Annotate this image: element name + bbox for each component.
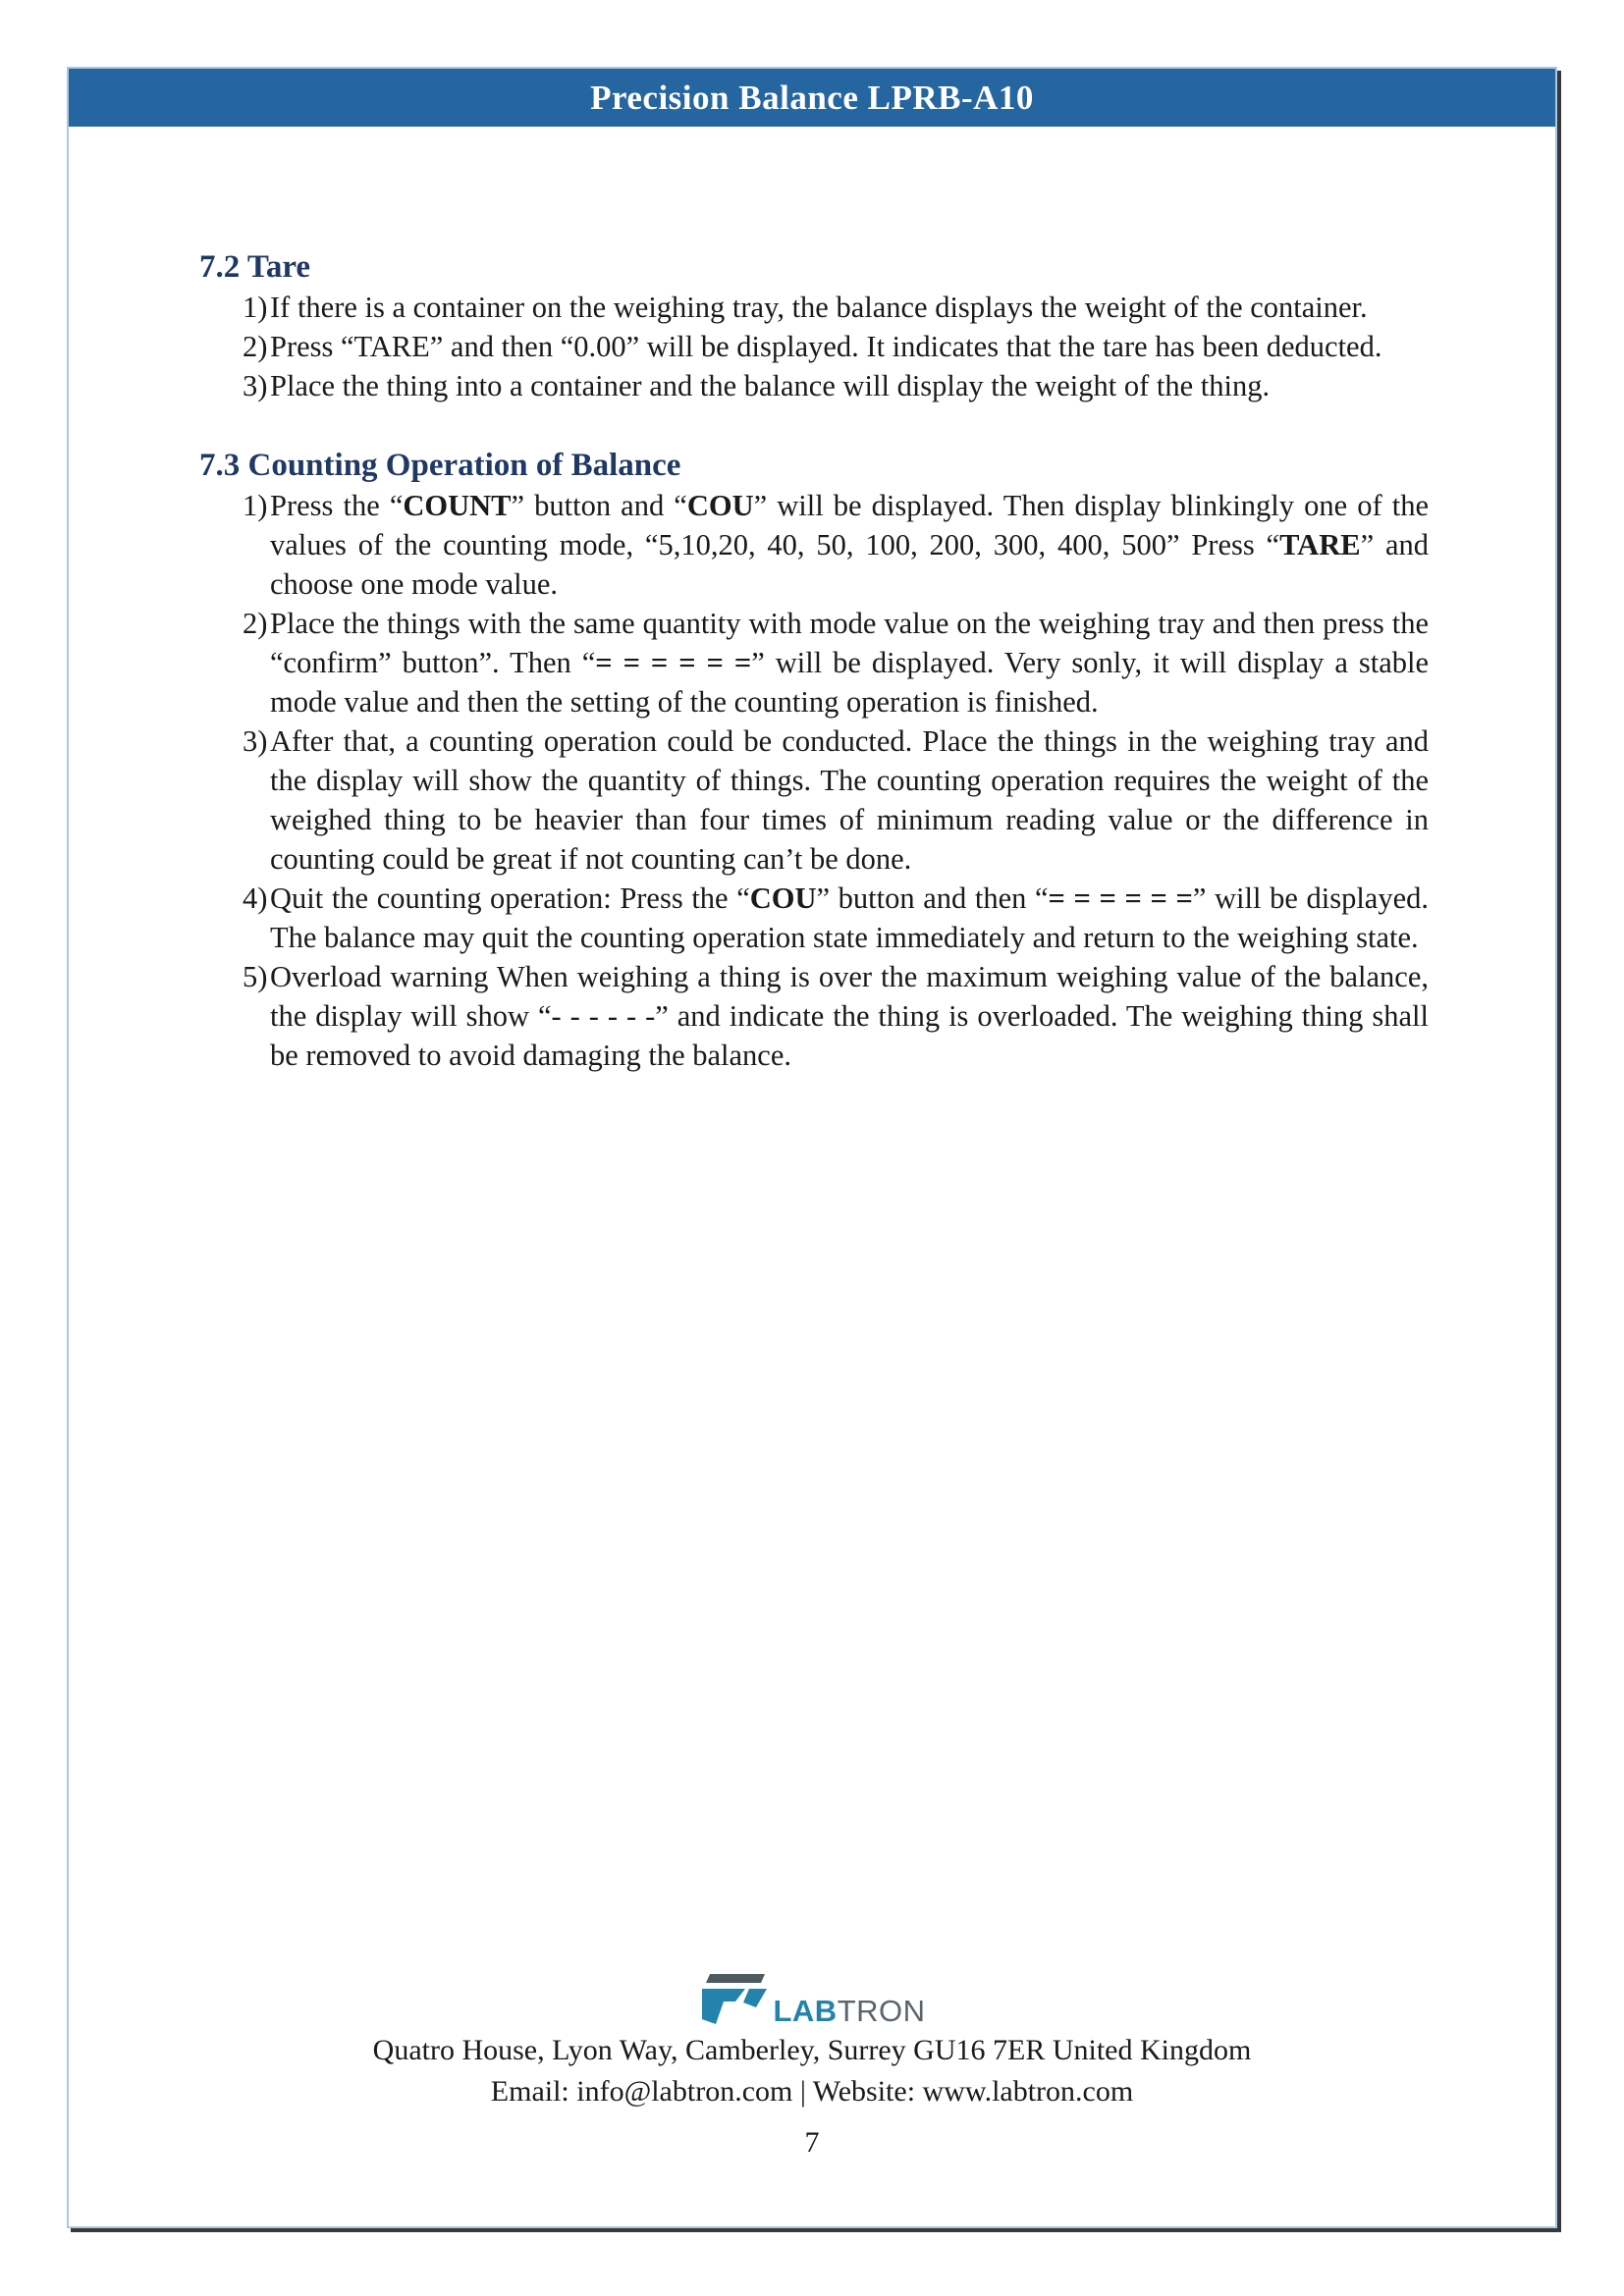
logo-text-lab: LAB: [773, 1994, 838, 2028]
list-item: [199, 879, 1429, 957]
list-item-text: Place the thing into a container and the balance will display the weight of the thing.: [270, 369, 1271, 402]
list-item-text: After that, a counting operation could be conducted. Place the things in the weighing tray and the display will show the quantity of things. The counting operation requires the weight of the weighed thing to be heavier than four times of minimum reading value or the difference in counting could be great if not counting can’t be done.: [270, 724, 1429, 876]
footer-address: Quatro House, Lyon Way, Camberley, Surrey GU16 7ER United Kingdom: [372, 2034, 1252, 2066]
footer-contact: Email: info@labtron.com | Website: www.labtron.com: [490, 2075, 1134, 2108]
page-border-box: [67, 67, 1557, 2228]
manual-section: [199, 445, 1429, 1075]
list-item: [199, 604, 1429, 721]
list-item-marker: 3): [243, 369, 268, 402]
list-item-marker: 1): [243, 291, 268, 324]
list-item-marker: 4): [243, 881, 268, 915]
list-item-text: Press the “COUNT” button and “COU” will be displayed. Then display blinkingly one of the values of the counting mode, “5,10,20, 40, 50, 100, 200, 300, 400, 500” Press “TARE” and choose one mode value.: [270, 489, 1429, 601]
list-item: [199, 288, 1429, 327]
list-item-marker: 2): [243, 330, 268, 363]
list-item-marker: 2): [243, 607, 268, 640]
list-item: [199, 366, 1429, 405]
document-body: [69, 246, 1555, 1075]
manual-section: [199, 246, 1429, 405]
list-item: [199, 957, 1429, 1075]
list-item: [199, 721, 1429, 879]
list-item-text: Overload warning When weighing a thing is over the maximum weighing value of the balance, the display will show “- - - - - -” and indicate the thing is overloaded. The weighing thing shall be removed to avoid damaging the balance.: [270, 960, 1429, 1072]
list-item-text: Press “TARE” and then “0.00” will be displayed. It indicates that the tare has been deducted.: [270, 330, 1382, 363]
page-number: 7: [804, 2126, 820, 2159]
document-header-bar: [69, 69, 1555, 127]
list-item-marker: 5): [243, 960, 268, 993]
logo-text: [773, 1994, 926, 2028]
page-footer: [69, 1973, 1555, 2162]
labtron-flag-icon: [698, 1973, 767, 2026]
list-item-text: Quit the counting operation: Press the “COU” button and then “= = = = = =” will be displayed. The balance may quit the counting operation state immediately and return to the weighing state.: [270, 881, 1429, 954]
document-title: Precision Balance LPRB-A10: [590, 78, 1034, 117]
list-item: [199, 486, 1429, 604]
section-heading: 7.3 Counting Operation of Balance: [199, 448, 681, 483]
logo-text-tron: TRON: [837, 1994, 926, 2028]
list-item-marker: 3): [243, 724, 268, 758]
list-item-text: If there is a container on the weighing tray, the balance displays the weight of the container.: [270, 291, 1368, 324]
list-item-marker: 1): [243, 489, 268, 522]
list-item-text: Place the things with the same quantity with mode value on the weighing tray and then press the “confirm” button”. Then “= = = = = =” will be displayed. Very sonly, it will display a stable mode value and then the setting of the counting operation is finished.: [270, 607, 1429, 719]
section-heading: 7.2 Tare: [199, 249, 311, 285]
list-item: [199, 327, 1429, 366]
labtron-logo: [69, 1973, 1555, 2026]
